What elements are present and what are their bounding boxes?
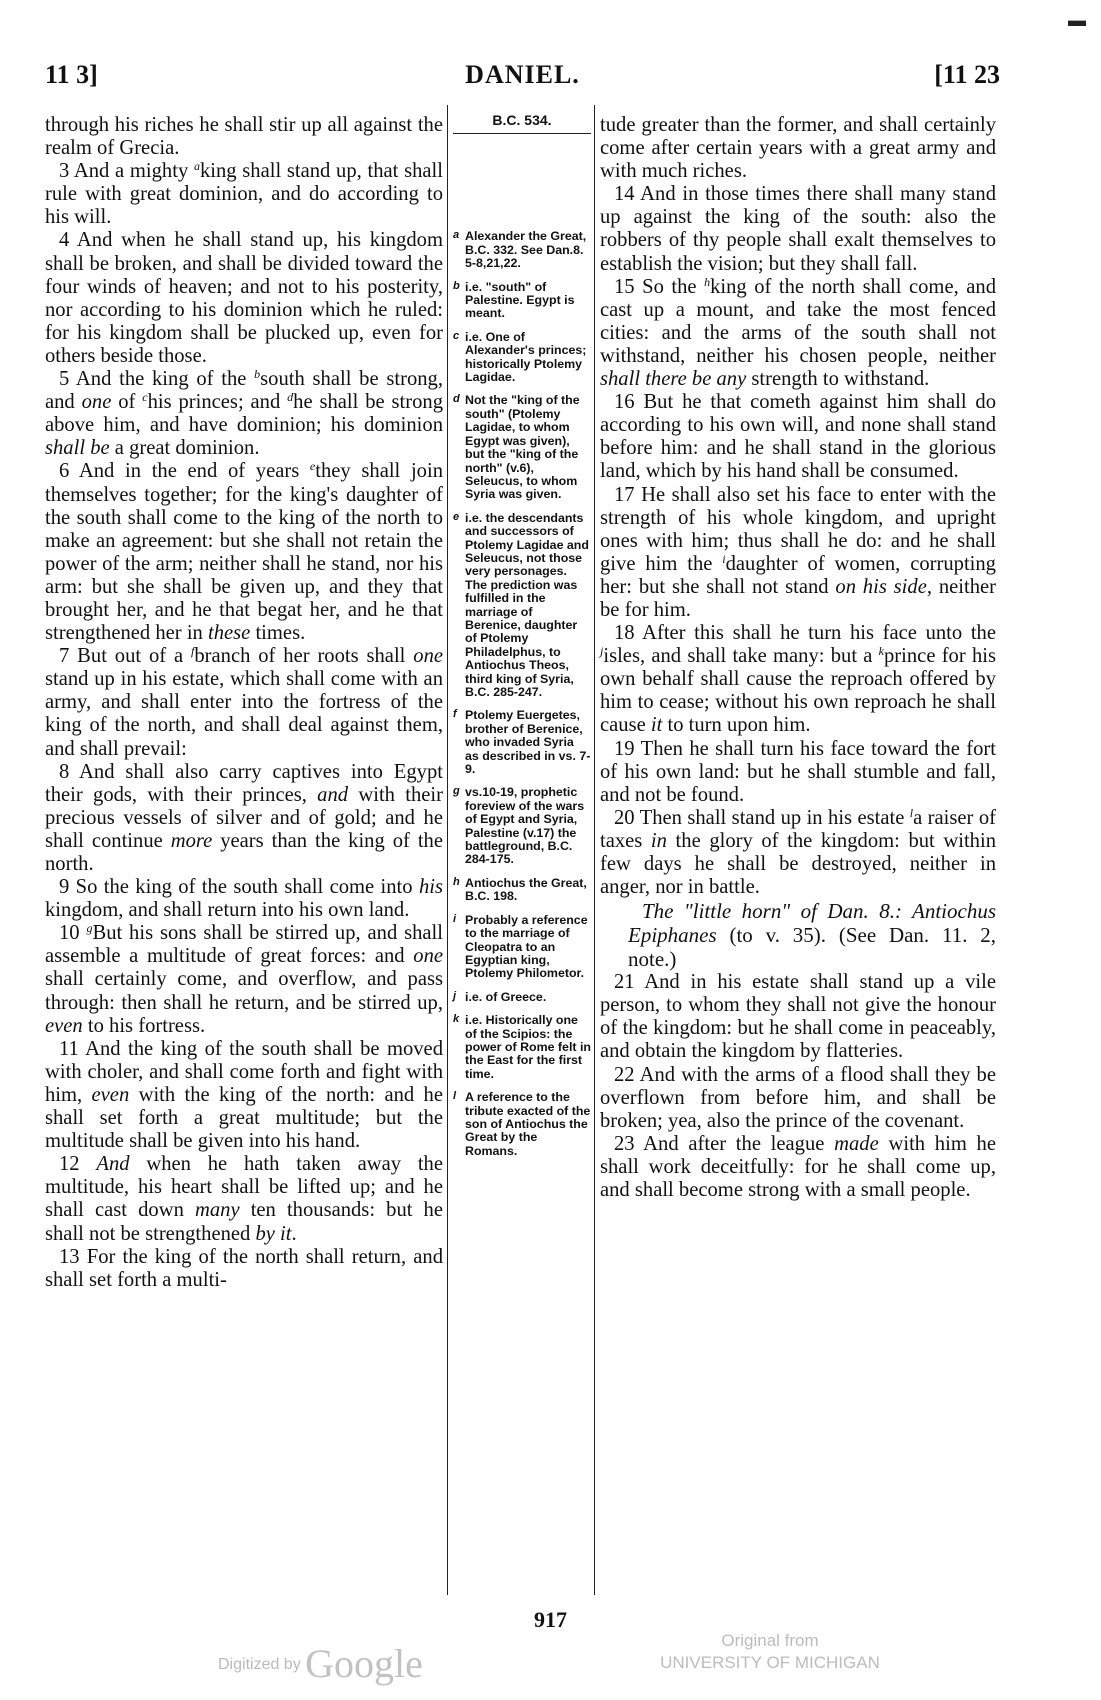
header-chapter-start: 11 3] [45, 60, 98, 89]
verse-3: 3 And a mighty $^a$king shall stand up, that shall rule with great dominion, and do according to his will. [45, 159, 443, 229]
verse-8: 8 And shall also carry captives into Egypt their gods, with their princes, and with their precious vessels of silver and of gold; and he shall continue more years than the king of the north. [45, 760, 443, 875]
margin-note-c: c i.e. One of Alexander's princes; historically Ptolemy Lagidae. [453, 329, 587, 385]
header-chapter-end: [11 23 [934, 60, 1000, 89]
verse-10: 10 $^g$But his sons shall be stirred up, and shall assemble a multitude of great forces: and one shall certainly come, and overflow, and pass through: then shall he return, and be stirred up, even to his fortress. [45, 921, 443, 1037]
verse-15: 15 So the $^h$king of the north shall come, and cast up a mount, and take the most fenced cities: and the arms of the south shall not withstand, neither his chosen people, neither shall there be any strength to withstand. [600, 274, 996, 391]
verse-19: 19 Then he shall turn his face toward the fort of his own land: but he shall stumble and fall, and not be found. [600, 737, 996, 806]
verse-21: 21 And in his estate shall stand up a vile person, to whom they shall not give the honour of the kingdom: but he shall come in peaceably, and obtain the kingdom by flatteries. [600, 971, 996, 1063]
verse-12: 12 And when he hath taken away the multitude, his heart shall be lifted up; and he shall cast down many ten thousands: but he shall not be strengthened by it. [45, 1153, 443, 1245]
margin-year: B.C. 534. [453, 114, 591, 134]
margin-note-b: b i.e. "south" of Palestine. Egypt is meant. [453, 279, 575, 321]
page-number: 917 [534, 1607, 567, 1632]
page-header [45, 60, 1000, 100]
margin-note-j: j i.e. of Greece. [453, 989, 547, 1004]
verse-16: 16 But he that cometh against him shall do according to his own will, and none shall stand before him: and he shall stand in the glorious land, which by his hand shall be consumed. [600, 391, 996, 483]
verse-5: 5 And the king of the $^b$south shall be strong, and one of $^c$his princes; and $^d$he shall be strong above him, and have dominion; his dominion shall be a great dominion. [45, 367, 444, 460]
google-logo: Google [305, 1641, 423, 1686]
verse-20: 20 Then shall stand up in his estate $^l$a raiser of taxes in the glory of the kingdom: but within few days he shall be destroyed, neither in anger, nor in battle. [600, 805, 996, 899]
margin-notes [453, 114, 591, 1168]
verse-11: 11 And the king of the south shall be moved with choler, and shall come forth and fight with him, even with the king of the north: and he shall set forth a great multitude; but the multitude shall be given into his hand. [45, 1037, 443, 1153]
verse-9: 9 So the king of the south shall come into his kingdom, and shall return into his own land. [45, 876, 443, 922]
margin-note-d: d Not the "king of the south" (Ptolemy Lagidae, to whom Egypt was given), but the "king of the north" (v.6), Seleucus, to whom Syria was given. [453, 393, 580, 502]
margin-note-i: i Probably a reference to the marriage of Cleopatra to an Egyptian king, Ptolemy Philometor. [453, 912, 588, 981]
column-rule-right [594, 105, 595, 1595]
verse-7: 7 But out of a $^f$branch of her roots shall one stand up in his estate, which shall come with an army, and shall enter into the fortress of the king of the north, and shall deal against them, and shall prevail: [45, 644, 443, 760]
verse-6: 6 And in the end of years $^e$they shall join themselves together; for the king's daughter of the south shall come to the king of the north to make an agreement: but she shall not retain the power of the arm; neither shall he stand, nor his arm: but she shall be given up, and they that brought her, and he that begat her, and he that strengthened her in these times. [45, 459, 444, 645]
left-text-column [45, 114, 443, 1292]
verse-4: 4 And when he shall stand up, his kingdom shall be broken, and shall be divided toward the four winds of heaven; and not to his posterity, nor according to his dominion which he ruled: for his kingdom shall be plucked up, even for others beside those. [45, 229, 443, 367]
section-heading: The "little horn" of Dan. 8.: Antiochus Epiphanes (to v. 35). (See Dan. 11. 2, note.) [628, 899, 997, 972]
margin-note-l: l A reference to the tribute exacted of the son of Antiochus the Great by the Romans. [453, 1090, 591, 1158]
verse-13: 13 For the king of the north shall return, and shall set forth a multi- [45, 1245, 443, 1291]
verse-22: 22 And with the arms of a flood shall they be overflown from before him, and shall be broken; yea, also the prince of the covenant. [600, 1063, 996, 1132]
margin-note-e: e i.e. the descendants and successors of Ptolemy Lagidae and Seleucus, not those very personages. The prediction was fulfilled in the marriage of Berenice, daughter of Ptolemy Philadelphus, to Antiochus Theos, third king of Syria, B.C. 285-247. [453, 510, 589, 699]
margin-note-f: f Ptolemy Euergetes, brother of Berenice, who invaded Syria as described in vs. 7-9. [453, 708, 591, 777]
margin-note-a: a Alexander the Great, B.C. 332. See Dan.8. 5-8,21,22. [453, 229, 587, 271]
verse-2-continued: through his riches he shall stir up all against the realm of Grecia. [45, 114, 443, 160]
margin-note-h: h Antiochus the Great, B.C. 198. [453, 875, 587, 904]
verse-23: 23 And after the league made with him he shall work deceitfully: for he shall come up, and shall become strong with a small people. [600, 1132, 996, 1202]
verse-17: 17 He shall also set his face to enter with the strength of his whole kingdom, and upright ones with him; thus shall he do: and he shall give him the $^i$daughter of women, corrupting her: but she shall not stand on his side, neither be for him. [600, 483, 996, 621]
margin-note-g: g vs.10-19, prophetic foreview of the wars of Egypt and Syria, Palestine (v.17) the battleground, B.C. 284-175. [453, 785, 585, 867]
right-text-column [600, 114, 996, 1202]
margin-note-k: k i.e. Historically one of the Scipios: the power of Rome felt in the East for the first time. [453, 1013, 591, 1081]
verse-13-continued: tude greater than the former, and shall certainly come after certain years with a great army and with much riches. [600, 114, 996, 183]
digitized-by-watermark: Digitized by Google [218, 1641, 423, 1686]
verse-14: 14 And in those times there shall many stand up against the king of the south: also the robbers of thy people shall exalt themselves to establish the vision; but they shall fall. [600, 183, 996, 275]
original-from-watermark: Original from UNIVERSITY OF MICHIGAN [660, 1631, 880, 1672]
page-title: DANIEL. [465, 60, 580, 89]
corner-mark: ▬ [1068, 10, 1086, 30]
verse-18: 18 After this shall he turn his face unto the $^j$isles, and shall take many: but a $^k$prince for his own behalf shall cause the reproach offered by him to cease; without his own reproach he shall cause it to turn upon him. [600, 622, 996, 737]
column-rule-left [447, 105, 448, 1595]
